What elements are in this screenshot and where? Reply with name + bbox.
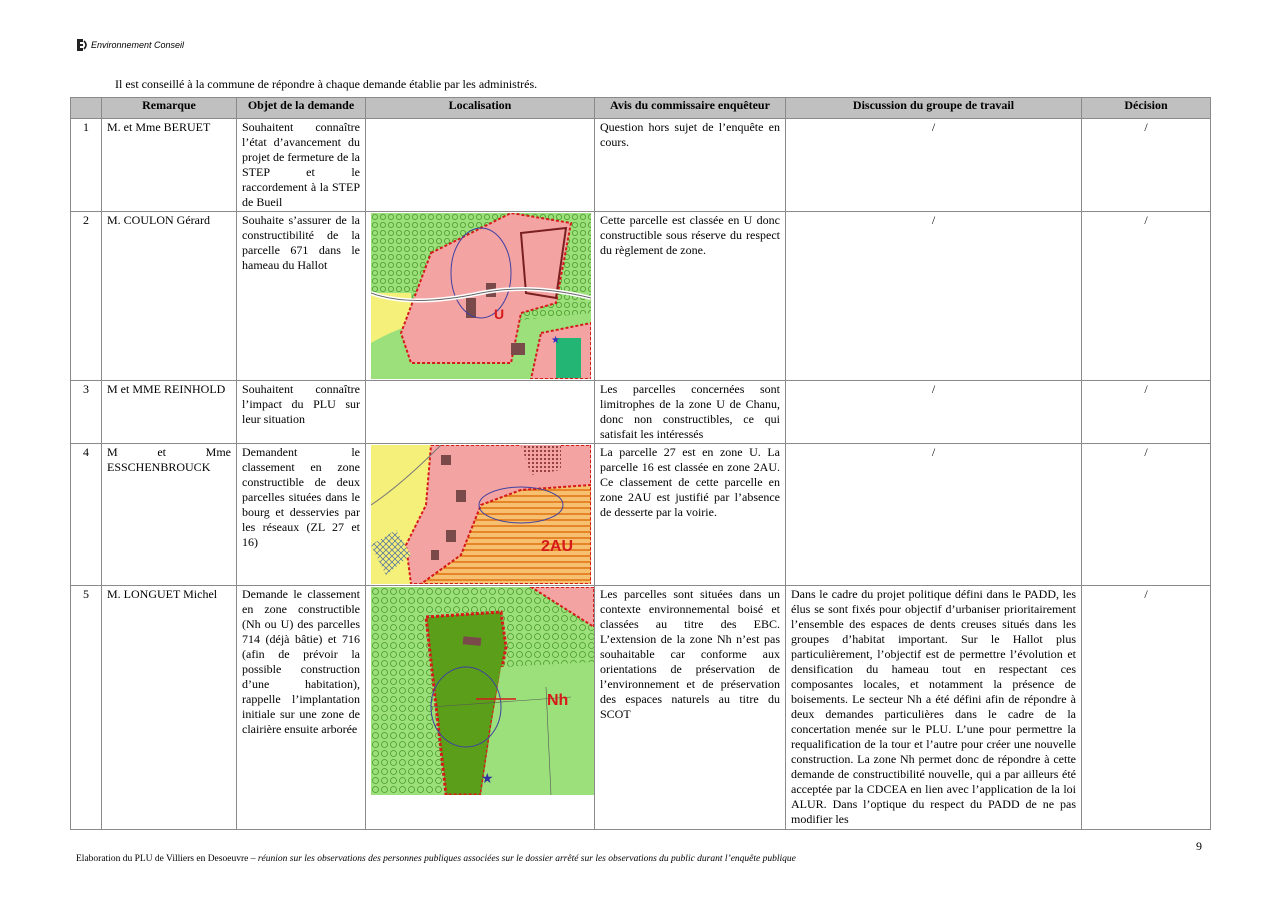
map-cell	[366, 586, 595, 830]
row-discussion: /	[786, 119, 1082, 212]
row-number: 4	[71, 444, 102, 586]
column-header-num	[71, 98, 102, 119]
logo-text: Environnement Conseil	[91, 40, 185, 50]
zoning-map-nh	[371, 587, 594, 795]
intro-text: Il est conseillé à la commune de répondre à chaque demande établie par les administrés.	[115, 77, 538, 91]
row-objet: Demande le classement en zone constructible (Nh ou U) des parcelles 714 (déjà bâtie) et 716 (afin de prévoir la possible construction d’une habitation), rappelle l’implantation initiale sur une zone de clairière ensuite arborée	[237, 586, 366, 830]
row-remarque: M. COULON Gérard	[102, 212, 237, 381]
row-decision: /	[1082, 119, 1211, 212]
row-remarque: M. LONGUET Michel	[102, 586, 237, 830]
map-zone-label: 2AU	[541, 538, 574, 555]
row-number: 1	[71, 119, 102, 212]
zoning-map-u	[371, 213, 591, 379]
row-discussion: /	[786, 381, 1082, 444]
row-discussion: /	[786, 444, 1082, 586]
map-zone-label: Nh	[547, 692, 569, 709]
page-number: 9	[1196, 839, 1202, 853]
table-row	[71, 119, 1211, 212]
table-row	[71, 586, 1211, 830]
table-row	[71, 444, 1211, 586]
page-footer	[76, 854, 796, 864]
row-discussion: Dans le cadre du projet politique défini dans le PADD, les élus se sont fixés pour objectif d’urbaniser prioritairement l’ensemble des espaces de dents creuses situés dans les groupes d’habitat important. Sur le Hallot plus particulièrement, l’objectif est de permettre l’évolution et densification du hameau tout en respectant ces composantes locales, et notamment la présence de boisements. Le secteur Nh a été défini afin de répondre à deux demandes particulières dans le cadre de la concertation menée sur le PLU. L’une pour permettre la requalification de la tour et l’autre pour créer une nouvelle construction. La zone Nh permet donc de répondre à cette demande de constructibilité nouvelle, qui a par ailleurs été acceptée par la CDCEA en lien avec l’application de la loi ALUR. Dans l’optique du respect du PADD de ne pas modifier les	[786, 586, 1082, 830]
table-row	[71, 212, 1211, 381]
row-avis: Cette parcelle est classée en U donc constructible sous réserve du respect du règlement de zone.	[595, 212, 786, 381]
footer-title: Elaboration du PLU de Villiers en Desoeuvre	[76, 854, 249, 864]
column-header-remarque: Remarque	[102, 98, 237, 119]
star-marker-icon: ★	[481, 772, 494, 787]
row-objet: Souhaitent connaître l’impact du PLU sur leur situation	[237, 381, 366, 444]
row-number: 3	[71, 381, 102, 444]
row-remarque: M et Mme ESSCHENBROUCK	[102, 444, 237, 586]
column-header-discussion: Discussion du groupe de travail	[786, 98, 1082, 119]
zoning-map-2au	[371, 445, 591, 584]
star-marker-icon: ★	[551, 335, 560, 346]
row-decision: /	[1082, 381, 1211, 444]
row-number: 5	[71, 586, 102, 830]
logo	[76, 38, 184, 52]
table-row	[71, 381, 1211, 444]
row-avis: Les parcelles concernées sont limitrophes de la zone U de Chanu, donc non constructibles, ce qui satisfait les intéressés	[595, 381, 786, 444]
column-header-avis: Avis du commissaire enquêteur	[595, 98, 786, 119]
row-discussion: /	[786, 212, 1082, 381]
column-header-objet: Objet de la demande	[237, 98, 366, 119]
table-header-row	[71, 98, 1211, 119]
row-decision: /	[1082, 444, 1211, 586]
map-zone-label: U	[494, 306, 505, 322]
column-header-decision: Décision	[1082, 98, 1211, 119]
map-cell	[366, 212, 595, 381]
row-objet: Souhaitent connaître l’état d’avancement du projet de fermeture de la STEP et le raccordement à la STEP de Bueil	[237, 119, 366, 212]
row-number: 2	[71, 212, 102, 381]
row-objet: Souhaite s’assurer de la constructibilité de la parcelle 671 dans le hameau du Hallot	[237, 212, 366, 381]
row-remarque: M et MME REINHOLD	[102, 381, 237, 444]
row-localisation-empty	[366, 119, 595, 212]
row-avis: La parcelle 27 est en zone U. La parcelle 16 est classée en zone 2AU. Ce classement de cette parcelle en zone 2AU est justifié par l’absence de desserte par la voirie.	[595, 444, 786, 586]
row-avis: Question hors sujet de l’enquête en cours.	[595, 119, 786, 212]
observations-table	[70, 97, 1211, 830]
row-objet: Demandent le classement en zone constructible de deux parcelles situées dans le bourg et desservies par les réseaux (ZL 27 et 16)	[237, 444, 366, 586]
map-cell	[366, 444, 595, 586]
row-decision: /	[1082, 586, 1211, 830]
footer-subtitle: – réunion sur les observations des personnes publiques associées sur le dossier arrêté sur les observations du public durant l’enquête publique	[248, 854, 796, 864]
row-localisation-empty	[366, 381, 595, 444]
column-header-localisation: Localisation	[366, 98, 595, 119]
logo-icon	[76, 38, 88, 52]
row-avis: Les parcelles sont situées dans un contexte environnemental boisé et classées au titre des EBC. L’extension de la zone Nh n’est pas souhaitable car conforme aux orientations de préservation de l’environnement et de préservation des espaces naturels au titre du SCOT	[595, 586, 786, 830]
row-decision: /	[1082, 212, 1211, 381]
row-remarque: M. et Mme BERUET	[102, 119, 237, 212]
